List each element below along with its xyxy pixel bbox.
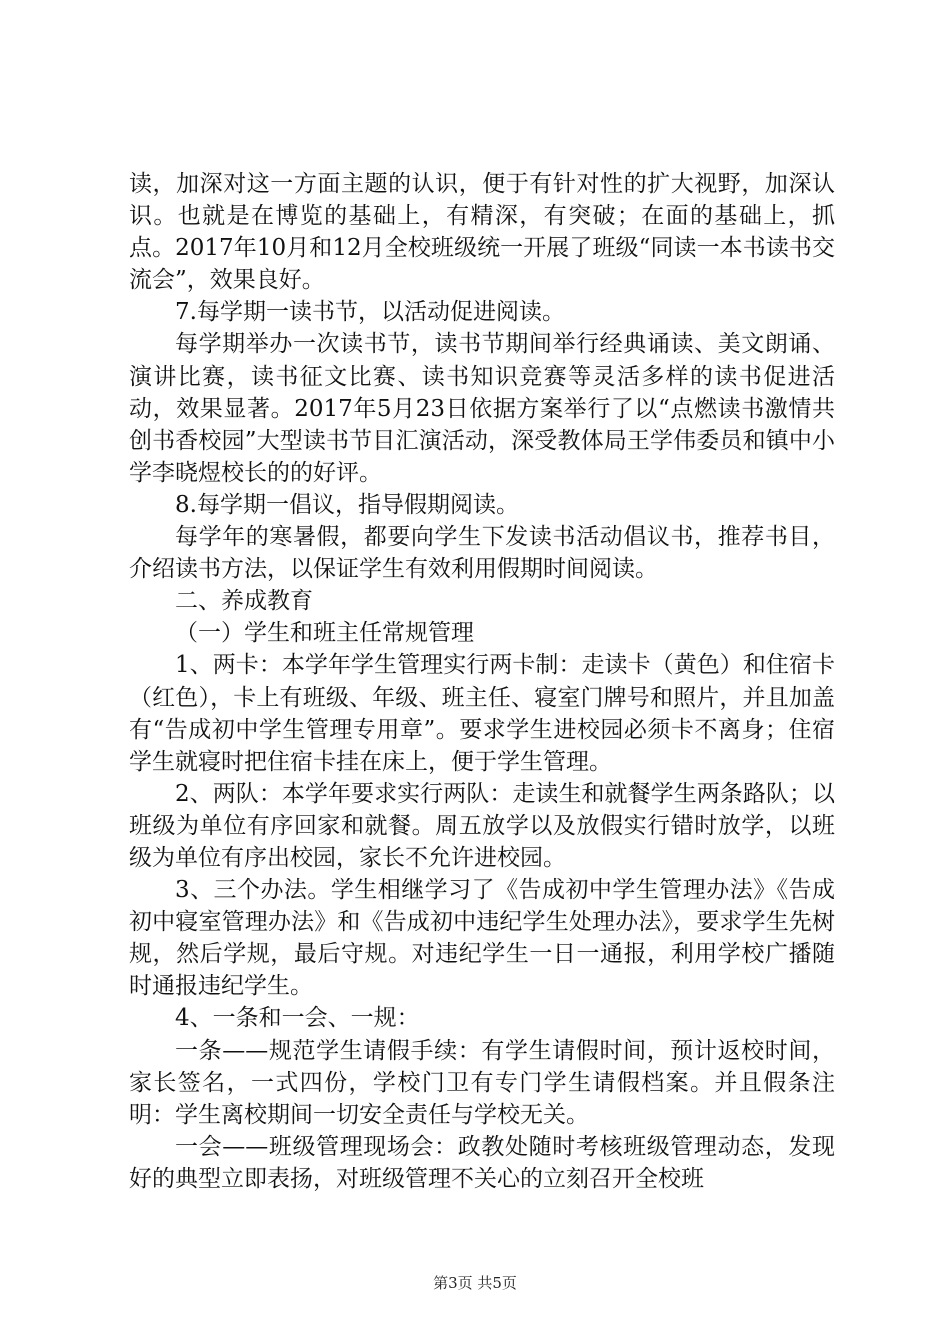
paragraph: 每学期举办一次读书节，读书节期间举行经典诵读、美文朗诵、演讲比赛，读书征文比赛、读书知识竞赛等灵活多样的读书促进活动，效果显著。2017年5月23日依据方案举行了以“点燃读书激情共创书香校园”大型读书节目汇演活动，深受教体局王学伟委员和镇中小学李晓煜校长的的好评。 xyxy=(129,331,835,486)
paragraph: 8.每学期一倡议，指导假期阅读。 xyxy=(175,491,519,518)
paragraph: 4、一条和一会、一规： xyxy=(175,1005,420,1032)
subsection-heading: （一）学生和班主任常规管理 xyxy=(175,620,474,647)
paragraph: 3、三个办法。学生相继学习了《告成初中学生管理办法》《告成初中寝室管理办法》和《告成初中违纪学生处理办法》，要求学生先树规，然后学规，最后守规。对违纪学生一日一通报，利用学校广播随时通报违纪学生。 xyxy=(129,877,835,1000)
paragraph: 每学年的寒暑假，都要向学生下发读书活动倡议书，推荐书目，介绍读书方法，以保证学生有效利用假期时间阅读。 xyxy=(129,524,835,583)
page-footer: 第3页 共5页 xyxy=(433,1274,517,1292)
paragraph: 1、两卡：本学年学生管理实行两卡制：走读卡（黄色）和住宿卡（红色），卡上有班级、年级、班主任、寝室门牌号和照片，并且加盖有“告成初中学生管理专用章”。要求学生进校园必须卡不离身；住宿学生就寝时把住宿卡挂在床上，便于学生管理。 xyxy=(129,652,835,775)
paragraph: 读，加深对这一方面主题的认识，便于有针对性的扩大视野，加深认识。也就是在博览的基础上，有精深，有突破；在面的基础上，抓点。2017年10月和12月全校班级统一开展了班级“同读一本书读书交流会”，效果良好。 xyxy=(129,171,835,294)
paragraph: 2、两队：本学年要求实行两队：走读生和就餐学生两条路队；以班级为单位有序回家和就餐。周五放学以及放假实行错时放学，以班级为单位有序出校园，家长不允许进校园。 xyxy=(129,780,835,871)
document-body xyxy=(129,168,835,1195)
paragraph: 7.每学期一读书节，以活动促进阅读。 xyxy=(175,299,565,326)
paragraph: 一会——班级管理现场会：政教处随时考核班级管理动态，发现好的典型立即表扬，对班级管理不关心的立刻召开全校班 xyxy=(129,1133,835,1192)
paragraph: 一条——规范学生请假手续：有学生请假时间，预计返校时间，家长签名，一式四份，学校门卫有专门学生请假档案。并且假条注明：学生离校期间一切安全责任与学校无关。 xyxy=(129,1037,835,1128)
section-heading: 二、养成教育 xyxy=(175,588,313,615)
